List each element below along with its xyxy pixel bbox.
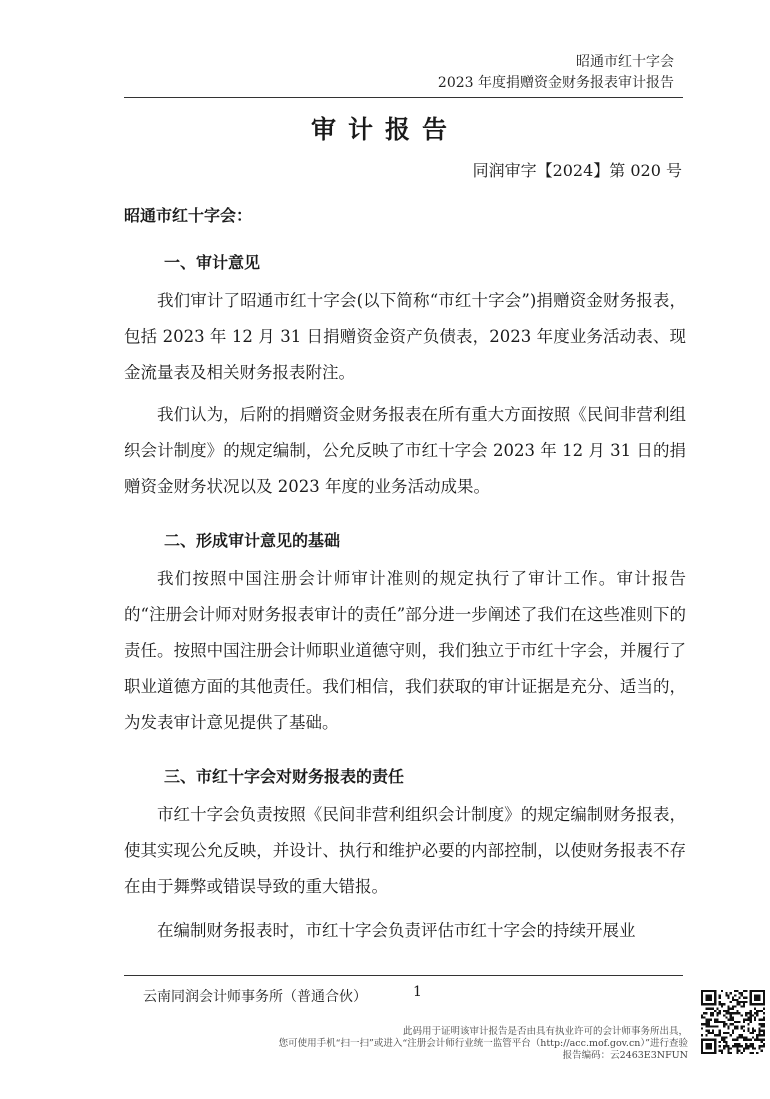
section-heading-basis: 二、形成审计意见的基础	[164, 531, 341, 550]
header-report-title: 2023 年度捐赠资金财务报表审计报告	[437, 75, 674, 91]
verification-note-2: 您可使用手机“扫一扫”或进入“注册会计师行业统一监管平台（http://acc.mof.gov.cn）”进行查验	[278, 1038, 688, 1049]
footer-divider	[124, 975, 683, 976]
verification-code: 报告编码：云2463E3NFUN	[562, 1050, 688, 1061]
page-number: 1	[413, 984, 422, 1000]
header-divider	[124, 97, 683, 98]
section-heading-responsibility: 三、市红十字会对财务报表的责任	[164, 767, 405, 786]
paragraph-responsibility-1: 市红十字会负责按照《民间非营利组织会计制度》的规定编制财务报表，使其实现公允反映，并设计、执行和维护必要的内部控制，以使财务报表不存在由于舞弊或错误导致的重大错报。	[124, 805, 686, 896]
paragraph-responsibility-2: 在编制财务报表时，市红十字会负责评估市红十字会的持续开展业	[157, 921, 636, 940]
footer-firm-name: 云南同润会计师事务所（普通合伙）	[143, 989, 367, 1005]
section-heading-opinion: 一、审计意见	[164, 253, 261, 272]
addressee: 昭通市红十字会：	[124, 206, 253, 225]
verification-note-1: 此码用于证明该审计报告是否由具有执业许可的会计师事务所出具，	[402, 1026, 688, 1037]
header-organization: 昭通市红十字会	[576, 54, 674, 70]
paragraph-opinion-2: 我们认为，后附的捐赠资金财务报表在所有重大方面按照《民间非营利组织会计制度》的规定编制，公允反映了市红十字会 2023 年 12 月 31 日的捐赠资金财务状况以及 2023 年度的业务活动成果。	[124, 405, 686, 496]
reference-number: 同润审字【2024】第 020 号	[472, 161, 682, 180]
page-title: 审计报告	[310, 115, 459, 144]
paragraph-basis-1: 我们按照中国注册会计师审计准则的规定执行了审计工作。审计报告的“注册会计师对财务报表审计的责任”部分进一步阐述了我们在这些准则下的责任。按照中国注册会计师职业道德守则，我们独立于市红十字会，并履行了职业道德方面的其他责任。我们相信，我们获取的审计证据是充分、适当的，为发表审计意见提供了基础。	[124, 569, 686, 732]
qr-code-icon[interactable]	[701, 990, 765, 1054]
paragraph-opinion-1: 我们审计了昭通市红十字会(以下简称“市红十字会”)捐赠资金财务报表，包括 2023 年 12 月 31 日捐赠资金资产负债表，2023 年度业务活动表、现金流量表及相关财务报表附注。	[124, 291, 686, 382]
